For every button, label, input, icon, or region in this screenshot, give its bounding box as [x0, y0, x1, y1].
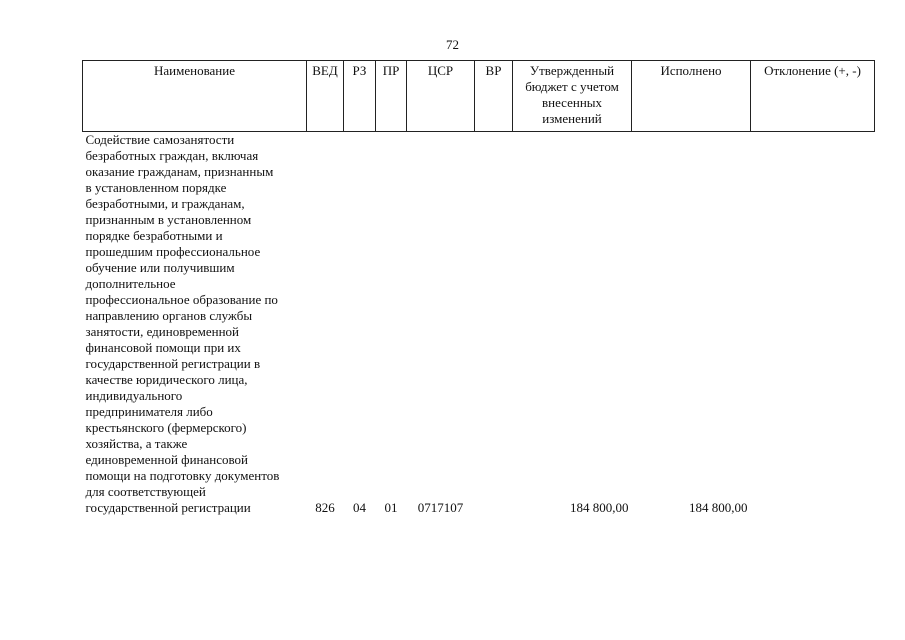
header-approved-budget: Утвержденный бюджет с учетом внесенных изменений: [513, 61, 632, 132]
row-name-line: в установленном порядке: [85, 180, 227, 195]
row-name-line: признанным в установленном: [85, 212, 252, 227]
row-name-line: Содействие самозанятости: [85, 132, 235, 147]
row-deviation-cell: [751, 132, 875, 517]
row-name-line: государственной регистрации: [85, 500, 251, 515]
header-deviation: Отклонение (+, -): [751, 61, 875, 132]
row-name-line: индивидуального: [85, 388, 183, 403]
row-name-line: государственной регистрации в: [85, 356, 261, 371]
row-rz-cell: 04: [353, 500, 366, 515]
row-name-line: единовременной финансовой: [85, 452, 248, 467]
page-number: 72: [446, 37, 459, 52]
header-csr: ЦСР: [407, 61, 475, 132]
row-vr-cell: [475, 132, 513, 517]
row-name-line: обучение или получившим: [85, 260, 235, 275]
row-name-line: помощи на подготовку документов: [85, 468, 280, 483]
row-name-line: направлению органов службы: [85, 308, 253, 323]
row-name-line: хозяйства, а также: [85, 436, 188, 451]
row-ved-cell: 826: [315, 500, 335, 515]
row-csr-cell: 0717107: [417, 500, 464, 515]
header-name: Наименование: [83, 61, 307, 132]
row-name-line: оказание гражданам, признанным: [85, 164, 274, 179]
row-name-line: предпринимателя либо: [85, 404, 213, 419]
table-row: [83, 132, 875, 517]
row-name-cell: [83, 132, 307, 517]
header-rz: РЗ: [344, 61, 376, 132]
row-name-line: безработных граждан, включая: [85, 148, 259, 163]
row-approved-cell: 184 800,00: [570, 500, 629, 515]
table-header-row: [83, 61, 875, 132]
row-pr-cell: 01: [384, 500, 398, 515]
row-name-line: дополнительное: [85, 276, 176, 291]
row-executed-cell: 184 800,00: [689, 500, 748, 515]
row-name-line: порядке безработными и: [85, 228, 223, 243]
header-executed: Исполнено: [632, 61, 751, 132]
row-name-line: крестьянского (фермерского): [85, 420, 247, 435]
budget-execution-table: [82, 60, 875, 516]
header-pr: ПР: [376, 61, 407, 132]
header-vr: ВР: [475, 61, 513, 132]
header-ved: ВЕД: [307, 61, 344, 132]
row-name-line: безработными, и гражданам,: [85, 196, 245, 211]
row-name-line: качестве юридического лица,: [85, 372, 248, 387]
row-name-line: прошедшим профессиональное: [85, 244, 261, 259]
row-name-line: профессиональное образование по: [85, 292, 278, 307]
row-name-line: для соответствующей: [85, 484, 206, 499]
row-name-line: занятости, единовременной: [85, 324, 239, 339]
row-name-line: финансовой помощи при их: [85, 340, 241, 355]
